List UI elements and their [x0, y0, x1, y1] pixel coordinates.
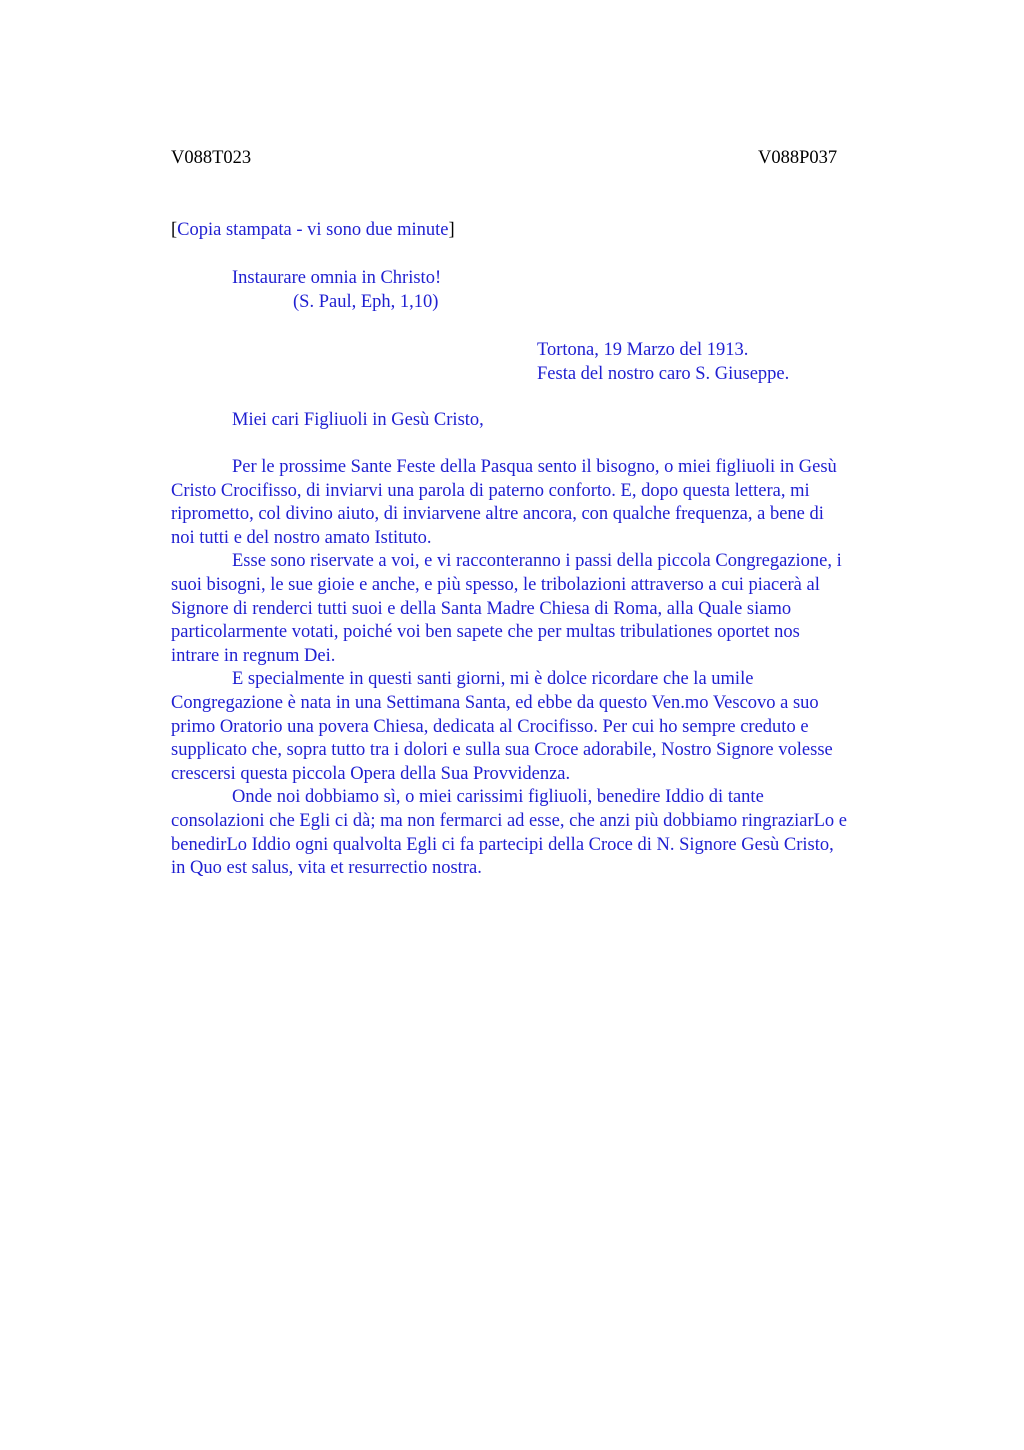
body-line: consolazioni che Egli ci dà; ma non fermarci ad esse, che anzi più dobbiamo ringraziarLo e — [171, 810, 848, 831]
motto-citation: (S. Paul, Eph, 1,10) — [293, 292, 439, 312]
body-line: particolarmente votati, poiché voi ben sapete che per multas tribulationes oportet nos — [171, 622, 800, 643]
document-code-right: V088P037 — [758, 148, 838, 168]
body-line: suoi bisogni, le sue gioie e anche, e più spesso, le tribolazioni attraverso a cui piacerà al — [171, 574, 820, 595]
place-date: Tortona, 19 Marzo del 1913. — [537, 340, 749, 360]
body-line: Cristo Crocifisso, di inviarvi una parola di paterno conforto. E, dopo questa lettera, mi — [171, 480, 810, 501]
letter-body — [171, 456, 941, 881]
body-line: intrare in regnum Dei. — [171, 645, 336, 666]
body-line: noi tutti e del nostro amato Istituto. — [171, 527, 432, 548]
body-line: Onde noi dobbiamo sì, o miei carissimi figliuoli, benedire Iddio di tante — [232, 787, 764, 808]
editorial-note — [171, 218, 455, 242]
body-line: riprometto, col divino aiuto, di inviarvene altre ancora, con qualche frequenza, a bene di — [171, 504, 824, 525]
body-line: Per le prossime Sante Feste della Pasqua sento il bisogno, o miei figliuoli in Gesù — [232, 457, 837, 477]
body-line: E specialmente in questi santi giorni, mi è dolce ricordare che la umile — [232, 669, 754, 690]
body-line: Esse sono riservate a voi, e vi racconteranno i passi della piccola Congregazione, i — [232, 551, 842, 572]
body-line: crescersi questa piccola Opera della Sua Provvidenza. — [171, 763, 571, 784]
body-line: Congregazione è nata in una Settimana Santa, ed ebbe da questo Ven.mo Vescovo a suo — [171, 692, 819, 713]
body-line: in Quo est salus, vita et resurrectio nostra. — [171, 858, 482, 879]
note-text: Copia stampata - vi sono due minute — [177, 220, 449, 240]
body-line: primo Oratorio una povera Chiesa, dedicata al Crocifisso. Per cui ho sempre creduto e — [171, 716, 809, 737]
body-line: supplicato che, sopra tutto tra i dolori e sulla sua Croce adorabile, Nostro Signore volesse — [171, 740, 833, 761]
body-line: benedirLo Iddio ogni qualvolta Egli ci fa partecipi della Croce di N. Signore Gesù Cristo, — [171, 834, 834, 855]
salutation: Miei cari Figliuoli in Gesù Cristo, — [232, 410, 484, 430]
body-line: Signore di renderci tutti suoi e della Santa Madre Chiesa di Roma, alla Quale siamo — [171, 598, 792, 619]
feast-line: Festa del nostro caro S. Giuseppe. — [537, 364, 790, 384]
motto: Instaurare omnia in Christo! — [232, 268, 442, 288]
note-open-bracket: [ — [171, 220, 178, 240]
document-code-left: V088T023 — [171, 148, 252, 168]
note-close-bracket: ] — [448, 220, 455, 240]
